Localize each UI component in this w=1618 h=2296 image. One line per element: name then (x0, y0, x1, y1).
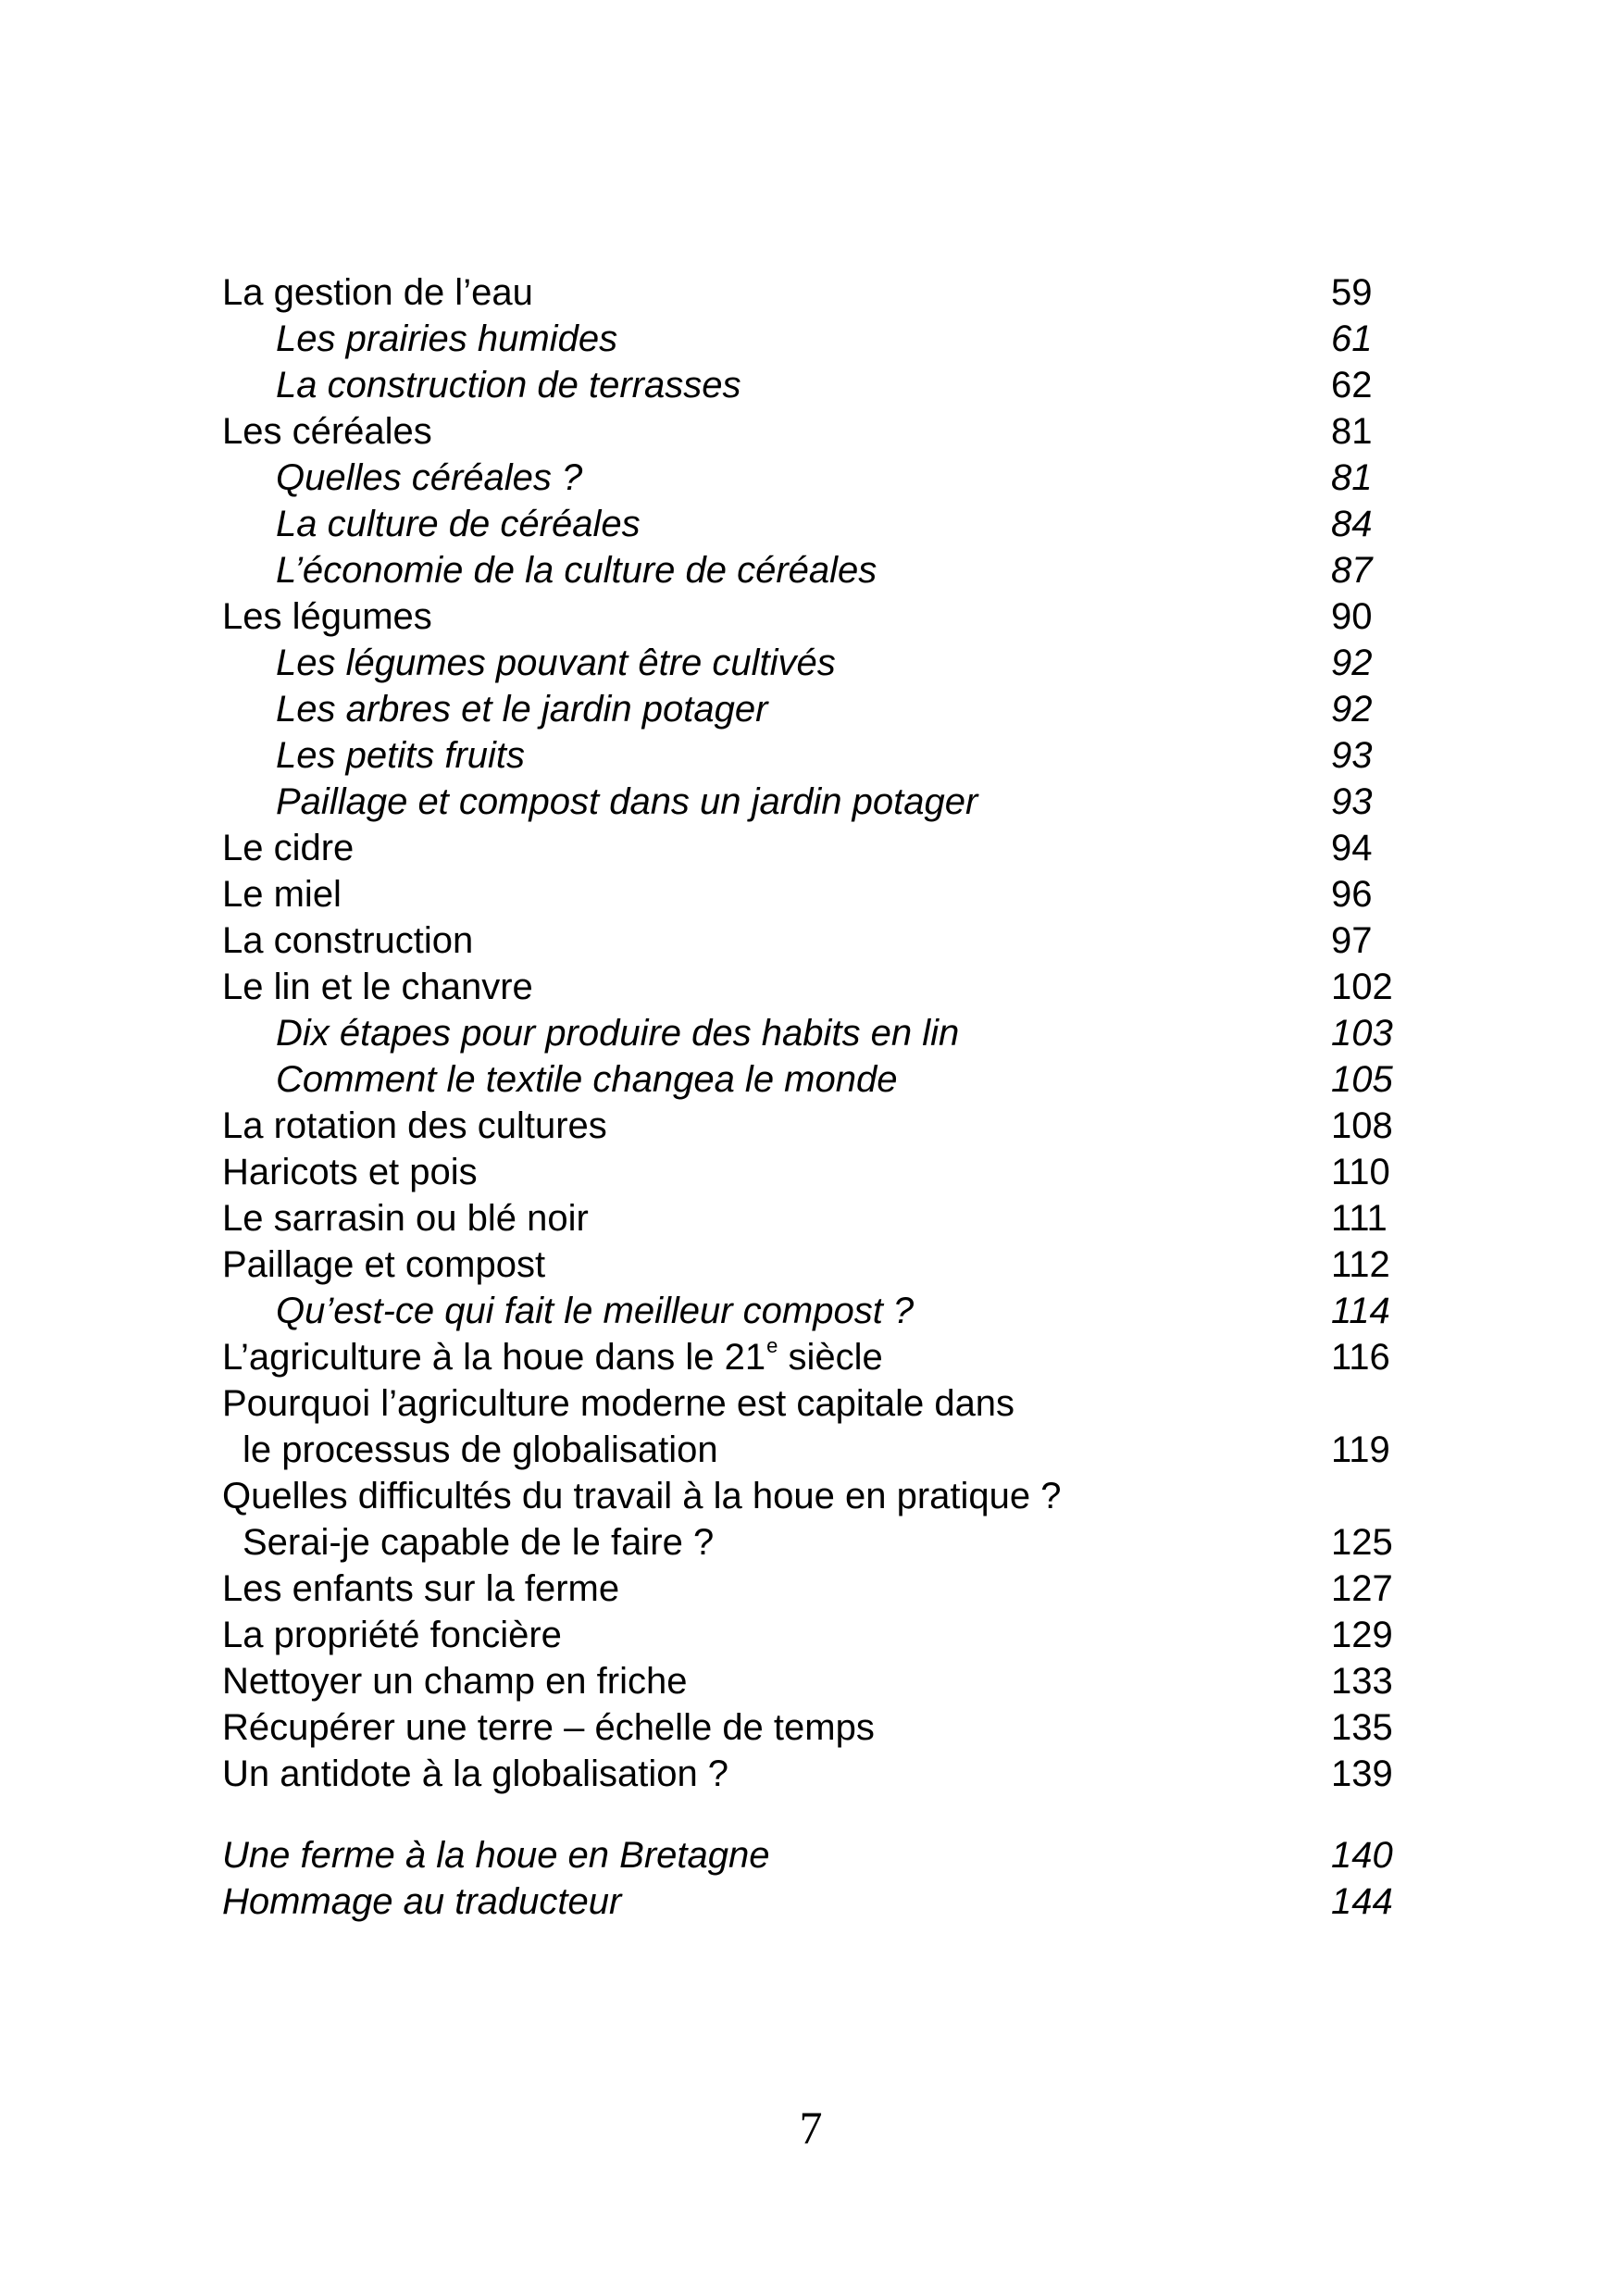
toc-entry-title: Le sarrasin ou blé noir (222, 1198, 589, 1239)
toc-entry (222, 917, 1425, 964)
toc-entry-title: Les prairies humides (276, 318, 618, 359)
toc-entry-title: Le lin et le chanvre (222, 967, 533, 1007)
ordinal-superscript: e (766, 1333, 778, 1357)
toc-entry-title: La gestion de l’eau (222, 272, 533, 313)
toc-subentry (222, 686, 1425, 732)
toc-page-number: 110 (1331, 1152, 1390, 1192)
toc-entry-title: Dix étapes pour produire des habits en lin (276, 1013, 960, 1054)
toc-page-number: 59 (1331, 272, 1373, 313)
toc-entry-continuation (222, 1519, 1425, 1566)
toc-entry-title (222, 1334, 883, 1380)
page-number: 7 (799, 2102, 823, 2153)
toc-entry-title: Le cidre (222, 828, 355, 868)
toc-page-number: 97 (1331, 920, 1373, 961)
toc-subentry (222, 316, 1425, 362)
toc-page-number: 90 (1331, 596, 1373, 637)
toc-entry-title: Quelles difficultés du travail à la houe en pratique ? (222, 1476, 1062, 1516)
toc-entry-title: Le miel (222, 874, 342, 915)
toc-page-number: 92 (1331, 689, 1373, 730)
toc-entry (222, 1658, 1425, 1704)
toc-entry (222, 269, 1425, 316)
toc-page-number: 144 (1331, 1881, 1393, 1922)
toc-page-number: 81 (1331, 411, 1373, 452)
toc-entry-title: Un antidote à la globalisation ? (222, 1753, 729, 1794)
toc-entry (222, 1566, 1425, 1612)
toc-entry-title: Les petits fruits (276, 735, 526, 776)
toc-page-number: 103 (1331, 1013, 1393, 1054)
toc-entry-title: Une ferme à la houe en Bretagne (222, 1835, 770, 1876)
toc-appendix-entry (222, 1878, 1425, 1925)
toc-entry-title: Serai-je capable de le faire ? (243, 1522, 715, 1563)
toc-appendix-entry (222, 1832, 1425, 1878)
toc-entry (222, 1704, 1425, 1751)
toc-entry-title: Comment le textile changea le monde (276, 1059, 898, 1100)
toc-page-number: 114 (1331, 1291, 1390, 1331)
toc-entry-title: Les arbres et le jardin potager (276, 689, 768, 730)
toc-entry (222, 1473, 1425, 1519)
toc-entry-title: Les légumes pouvant être cultivés (276, 643, 836, 683)
toc-entry-title: Récupérer une terre – échelle de temps (222, 1707, 875, 1748)
toc-entry-title: Hommage au traducteur (222, 1881, 622, 1922)
toc-page-number: 87 (1331, 550, 1373, 591)
toc-entry-title: Les céréales (222, 411, 432, 452)
toc-page-number: 140 (1331, 1835, 1393, 1876)
toc-page-number: 133 (1331, 1661, 1393, 1702)
toc-entry (222, 1612, 1425, 1658)
toc-subentry (222, 362, 1425, 408)
toc-page-number: 105 (1331, 1059, 1393, 1100)
toc-appendix-list (222, 1832, 1425, 1925)
toc-entry (222, 593, 1425, 640)
toc-page-number: 127 (1331, 1568, 1393, 1609)
toc-entry-title: La rotation des cultures (222, 1105, 607, 1146)
toc-entry-title: Pourquoi l’agriculture moderne est capitale dans (222, 1383, 1015, 1424)
toc-page-number: 96 (1331, 874, 1373, 915)
toc-main-list (222, 269, 1425, 1797)
toc-entry-title: Haricots et pois (222, 1152, 478, 1192)
toc-entry (222, 1380, 1425, 1427)
toc-entry-title: La construction (222, 920, 474, 961)
toc-subentry (222, 732, 1425, 779)
toc-page-number: 125 (1331, 1522, 1393, 1563)
toc-entry-title: La propriété foncière (222, 1615, 562, 1655)
toc-page-number: 139 (1331, 1753, 1393, 1794)
toc-page-number: 93 (1331, 781, 1373, 822)
toc-subentry (222, 779, 1425, 825)
toc-entry-title: Paillage et compost (222, 1244, 546, 1285)
toc-entry-title: Les légumes (222, 596, 432, 637)
toc-entry-title: L’économie de la culture de céréales (276, 550, 877, 591)
toc-page-number: 129 (1331, 1615, 1393, 1655)
toc-page-number: 94 (1331, 828, 1373, 868)
toc-entry-title: La construction de terrasses (276, 365, 741, 406)
toc-subentry (222, 1056, 1425, 1103)
toc-page-number: 92 (1331, 643, 1373, 683)
toc-page-number: 112 (1331, 1244, 1390, 1285)
toc-subentry (222, 1288, 1425, 1334)
toc-page-number: 61 (1331, 318, 1373, 359)
toc-page-number: 111 (1331, 1198, 1388, 1239)
toc-subentry (222, 455, 1425, 501)
toc-page-number: 93 (1331, 735, 1373, 776)
toc-entry (222, 1149, 1425, 1195)
toc-entry (222, 1103, 1425, 1149)
toc-entry (222, 871, 1425, 917)
toc-entry (222, 964, 1425, 1010)
toc-entry (222, 408, 1425, 455)
toc-page-number: 135 (1331, 1707, 1393, 1748)
toc-entry-continuation (222, 1427, 1425, 1473)
toc-section-gap (222, 1797, 1425, 1832)
toc-entry-title: Nettoyer un champ en friche (222, 1661, 688, 1702)
toc-page-number: 102 (1331, 967, 1393, 1007)
toc-entry-title: Qu’est-ce qui fait le meilleur compost ? (276, 1291, 915, 1331)
toc-entry (222, 1751, 1425, 1797)
toc-entry (222, 1334, 1425, 1380)
toc-entry-title-text: L’agriculture à la houe dans le 21 (222, 1337, 766, 1378)
toc-page-number: 119 (1331, 1429, 1390, 1470)
toc-entry (222, 1195, 1425, 1242)
toc-entry-title: Les enfants sur la ferme (222, 1568, 620, 1609)
toc-subentry (222, 547, 1425, 593)
toc-subentry (222, 501, 1425, 547)
toc-entry (222, 1242, 1425, 1288)
toc-subentry (222, 1010, 1425, 1056)
toc-page-number: 108 (1331, 1105, 1393, 1146)
toc-page-number: 62 (1331, 365, 1373, 406)
toc-page-number: 116 (1331, 1337, 1390, 1378)
toc-entry-title-text: siècle (778, 1337, 883, 1378)
toc-entry (222, 825, 1425, 871)
toc-entry-title: La culture de céréales (276, 504, 641, 544)
toc-page-number: 84 (1331, 504, 1373, 544)
toc-entry-title: Quelles céréales ? (276, 457, 583, 498)
toc-subentry (222, 640, 1425, 686)
table-of-contents (222, 269, 1425, 1925)
toc-entry-title: Paillage et compost dans un jardin potager (276, 781, 978, 822)
toc-entry-title: le processus de globalisation (243, 1429, 718, 1470)
toc-page-number: 81 (1331, 457, 1373, 498)
